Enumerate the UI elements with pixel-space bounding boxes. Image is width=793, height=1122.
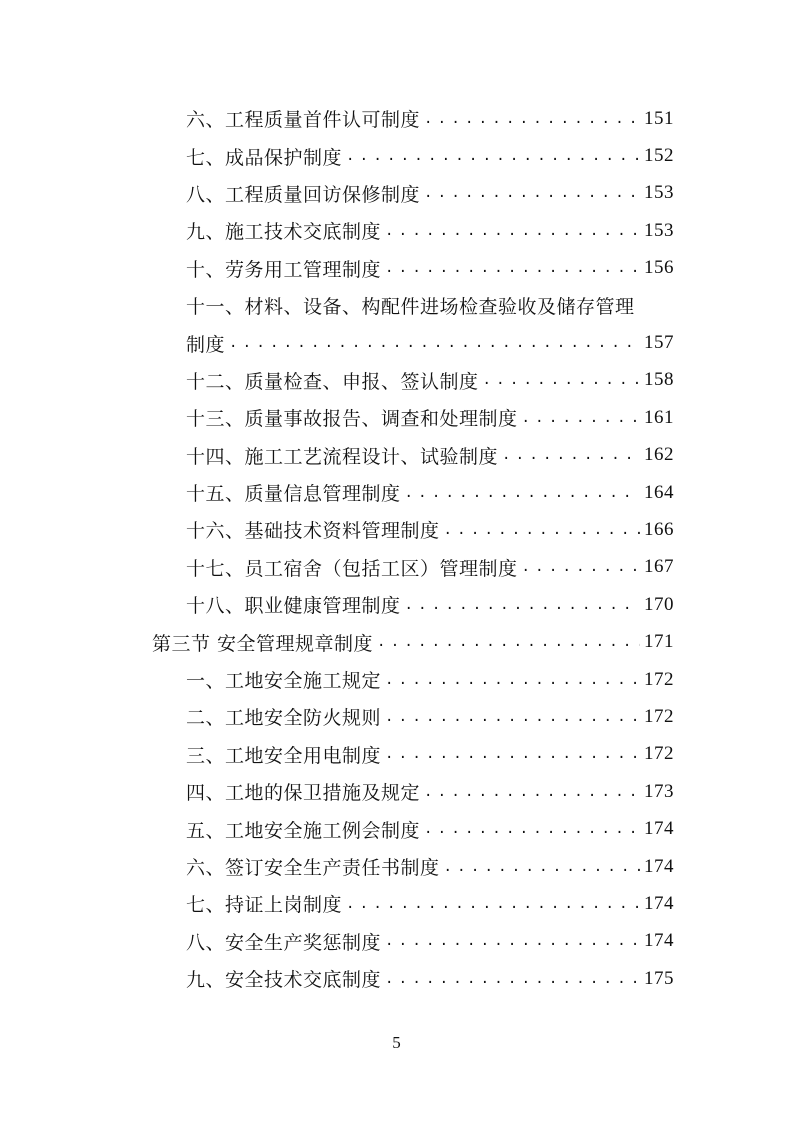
toc-entry[interactable] <box>0 586 674 623</box>
dot-leader <box>405 597 640 613</box>
toc-entry[interactable] <box>0 212 674 249</box>
toc-entry[interactable] <box>0 399 674 436</box>
toc-entry[interactable] <box>0 324 674 361</box>
toc-entry-page: 171 <box>644 631 674 653</box>
toc-entry-title: 七、持证上岗制度 <box>186 894 343 917</box>
dot-leader <box>424 784 640 800</box>
toc-entry-title: 九、安全技术交底制度 <box>186 969 382 992</box>
toc-entry-page: 175 <box>644 967 674 989</box>
toc-entry-page: 164 <box>644 481 674 503</box>
toc-entry-title: 十六、基础技术资料管理制度 <box>186 520 440 543</box>
toc-entry-title: 三、工地安全用电制度 <box>186 744 382 767</box>
toc-entry[interactable] <box>0 362 674 399</box>
toc-entry[interactable] <box>0 511 674 548</box>
toc-entry-page: 172 <box>644 705 674 727</box>
toc-entry-title: 十四、施工工艺流程设计、试验制度 <box>186 445 499 468</box>
toc-entry-title: 八、工程质量回访保修制度 <box>186 183 421 206</box>
dot-leader <box>385 933 640 949</box>
toc-entry[interactable] <box>0 549 674 586</box>
toc-entry[interactable] <box>0 848 674 885</box>
dot-leader <box>229 335 640 351</box>
toc-entry[interactable] <box>0 960 674 997</box>
toc-entry-page: 166 <box>644 518 674 540</box>
toc-entry-title: 十二、质量检查、申报、签认制度 <box>186 370 479 393</box>
dot-leader <box>385 746 640 762</box>
toc-entry[interactable] <box>0 175 674 212</box>
toc-entry-page: 172 <box>644 743 674 765</box>
dot-leader <box>346 896 640 912</box>
toc-entry-page: 162 <box>644 444 674 466</box>
toc-entry-title: 十三、质量事故报告、调查和处理制度 <box>186 408 518 431</box>
toc-entry-page: 153 <box>644 219 674 241</box>
toc-entry[interactable] <box>0 474 674 511</box>
toc-entry-title: 一、工地安全施工规定 <box>186 670 382 693</box>
toc-entry[interactable] <box>0 810 674 847</box>
dot-leader <box>385 260 640 276</box>
toc-entry-page: 172 <box>644 668 674 690</box>
dot-leader <box>444 522 640 538</box>
toc-entry-page: 174 <box>644 892 674 914</box>
toc-entry-page: 167 <box>644 556 674 578</box>
toc-entry-title: 六、工程质量首件认可制度 <box>186 109 421 132</box>
dot-leader <box>424 821 640 837</box>
dot-leader <box>385 672 640 688</box>
toc-entry[interactable] <box>0 287 674 324</box>
page-number: 5 <box>392 1033 401 1052</box>
dot-leader <box>444 859 640 875</box>
dot-leader <box>346 148 640 164</box>
toc-entry[interactable] <box>0 437 674 474</box>
toc-entry-title: 八、安全生产奖惩制度 <box>186 931 382 954</box>
toc-entry-title: 九、施工技术交底制度 <box>186 221 382 244</box>
toc-entry-page: 174 <box>644 818 674 840</box>
toc-entry-title: 二、工地安全防火规则 <box>186 707 382 730</box>
toc-entry-page: 156 <box>644 257 674 279</box>
toc-entry-title: 四、工地的保卫措施及规定 <box>186 782 421 805</box>
toc-entry-title: 十五、质量信息管理制度 <box>186 483 401 506</box>
toc-entry[interactable] <box>0 923 674 960</box>
table-of-contents <box>0 100 793 997</box>
toc-entry-page: 174 <box>644 855 674 877</box>
toc-entry[interactable] <box>0 661 674 698</box>
toc-entry[interactable] <box>0 773 674 810</box>
toc-entry-page: 174 <box>644 930 674 952</box>
dot-leader <box>385 971 640 987</box>
toc-entry-title: 七、成品保护制度 <box>186 146 343 169</box>
toc-entry-title: 五、工地安全施工例会制度 <box>186 819 421 842</box>
toc-entry-page: 152 <box>644 145 674 167</box>
toc-entry-page: 170 <box>644 593 674 615</box>
dot-leader <box>424 185 640 201</box>
dot-leader <box>522 410 640 426</box>
toc-entry-page: 151 <box>644 107 674 129</box>
dot-leader <box>385 223 640 239</box>
toc-entry[interactable] <box>0 736 674 773</box>
toc-entry[interactable] <box>0 698 674 735</box>
toc-entry[interactable] <box>0 100 674 137</box>
toc-entry-page: 153 <box>644 182 674 204</box>
toc-entry-page: 161 <box>644 406 674 428</box>
toc-entry-title: 十七、员工宿舍（包括工区）管理制度 <box>186 557 518 580</box>
toc-entry[interactable] <box>0 137 674 174</box>
toc-entry-title: 六、签订安全生产责任书制度 <box>186 857 440 879</box>
toc-entry[interactable] <box>0 885 674 922</box>
toc-entry-page: 157 <box>644 332 674 354</box>
toc-entry-title: 第三节 安全管理规章制度 <box>152 632 374 655</box>
toc-entry[interactable] <box>0 250 674 287</box>
dot-leader <box>377 634 640 650</box>
toc-entry-title: 十八、职业健康管理制度 <box>186 595 401 618</box>
toc-entry-page: 173 <box>644 780 674 802</box>
toc-entry-title: 十一、材料、设备、构配件进场检查验收及储存管理 <box>186 296 635 319</box>
dot-leader <box>522 559 640 575</box>
dot-leader <box>483 372 640 388</box>
dot-leader <box>424 111 640 127</box>
toc-entry-title: 十、劳务用工管理制度 <box>186 258 382 281</box>
toc-entry-title: 制度 <box>186 333 226 356</box>
dot-leader <box>405 485 640 501</box>
dot-leader <box>385 709 640 725</box>
dot-leader <box>502 447 640 463</box>
toc-entry[interactable] <box>0 623 674 660</box>
toc-entry-page: 158 <box>644 369 674 391</box>
